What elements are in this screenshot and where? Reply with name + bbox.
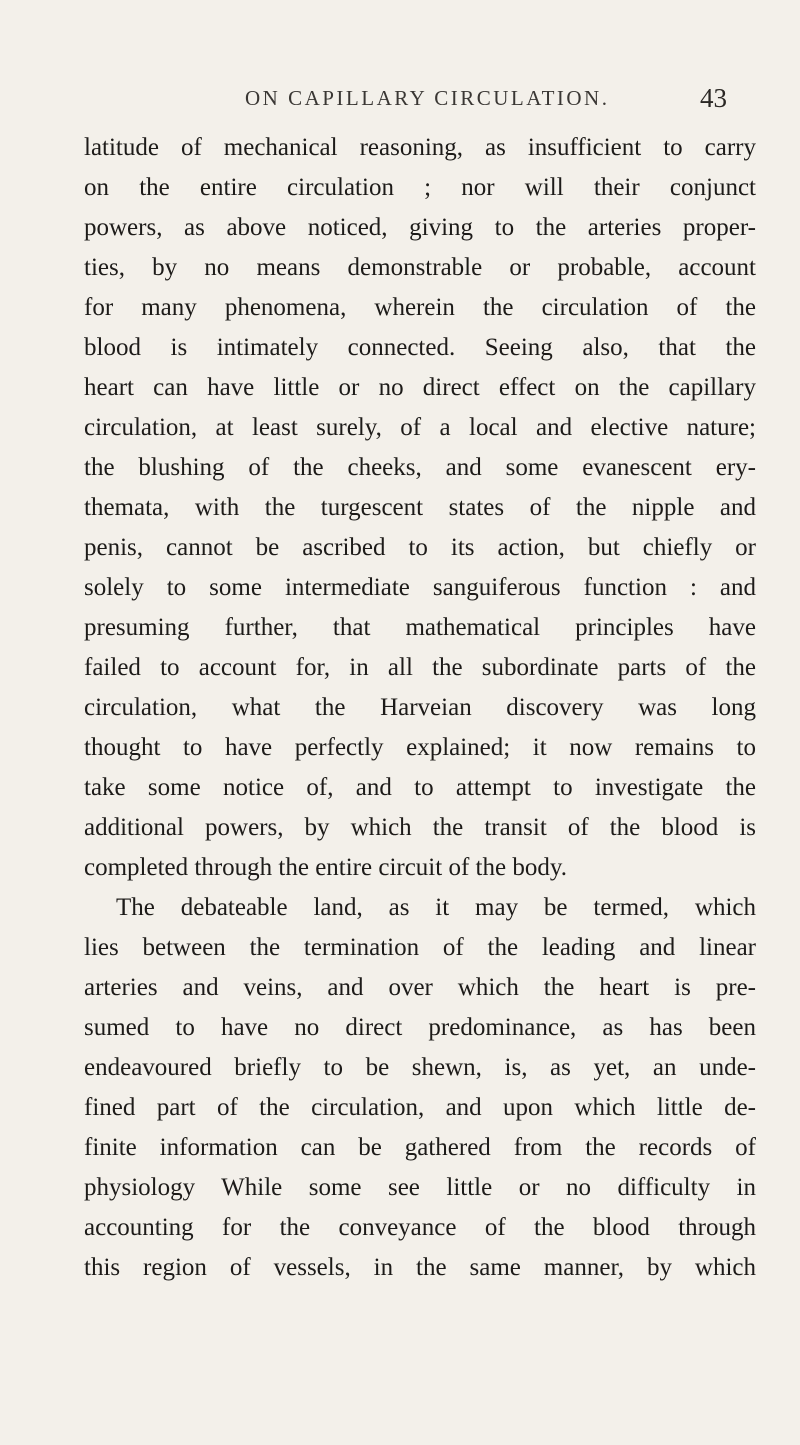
text-line: lies between the termination of the leading and linear: [84, 934, 756, 961]
text-line: arteries and veins, and over which the heart is pre-: [84, 974, 756, 1001]
text-line: ties, by no means demonstrable or probable, account: [84, 254, 756, 281]
text-line: take some notice of, and to attempt to investigate the: [84, 774, 756, 801]
body-text: [84, 128, 756, 1288]
running-head: [0, 83, 800, 116]
text-line: presuming further, that mathematical principles have: [84, 614, 756, 641]
text-line: physiology While some see little or no difficulty in: [84, 1174, 756, 1201]
text-line: the blushing of the cheeks, and some evanescent ery-: [84, 454, 756, 481]
text-line: failed to account for, in all the subordinate parts of the: [84, 654, 756, 681]
text-line: solely to some intermediate sanguiferous function : and: [84, 574, 756, 601]
text-line: heart can have little or no direct effect on the capillary: [84, 374, 756, 401]
text-line: thought to have perfectly explained; it now remains to: [84, 734, 756, 761]
text-line: additional powers, by which the transit of the blood is: [84, 814, 756, 841]
running-title: ON CAPILLARY CIRCULATION.: [245, 86, 610, 110]
text-line: circulation, at least surely, of a local and elective nature;: [84, 414, 756, 441]
text-line: accounting for the conveyance of the blood through: [84, 1214, 756, 1241]
text-line: finite information can be gathered from the records of: [84, 1134, 756, 1161]
text-line: endeavoured briefly to be shewn, is, as yet, an unde-: [84, 1054, 756, 1081]
text-line: penis, cannot be ascribed to its action, but chiefly or: [84, 534, 756, 561]
text-line: for many phenomena, wherein the circulation of the: [84, 294, 756, 321]
text-line: latitude of mechanical reasoning, as insufficient to carry: [84, 134, 756, 161]
text-line: this region of vessels, in the same manner, by which: [84, 1254, 756, 1281]
text-line: completed through the entire circuit of the body.: [84, 854, 567, 881]
text-line: themata, with the turgescent states of the nipple and: [84, 494, 756, 521]
text-line: on the entire circulation ; nor will their conjunct: [84, 174, 756, 201]
text-line: circulation, what the Harveian discovery was long: [84, 694, 756, 721]
page-number: 43: [700, 83, 727, 113]
text-line: sumed to have no direct predominance, as has been: [84, 1014, 756, 1041]
text-line: fined part of the circulation, and upon which little de-: [84, 1094, 756, 1121]
text-line: The debateable land, as it may be termed, which: [116, 894, 756, 921]
text-line: powers, as above noticed, giving to the arteries proper-: [84, 214, 756, 241]
text-line: blood is intimately connected. Seeing also, that the: [84, 334, 756, 361]
